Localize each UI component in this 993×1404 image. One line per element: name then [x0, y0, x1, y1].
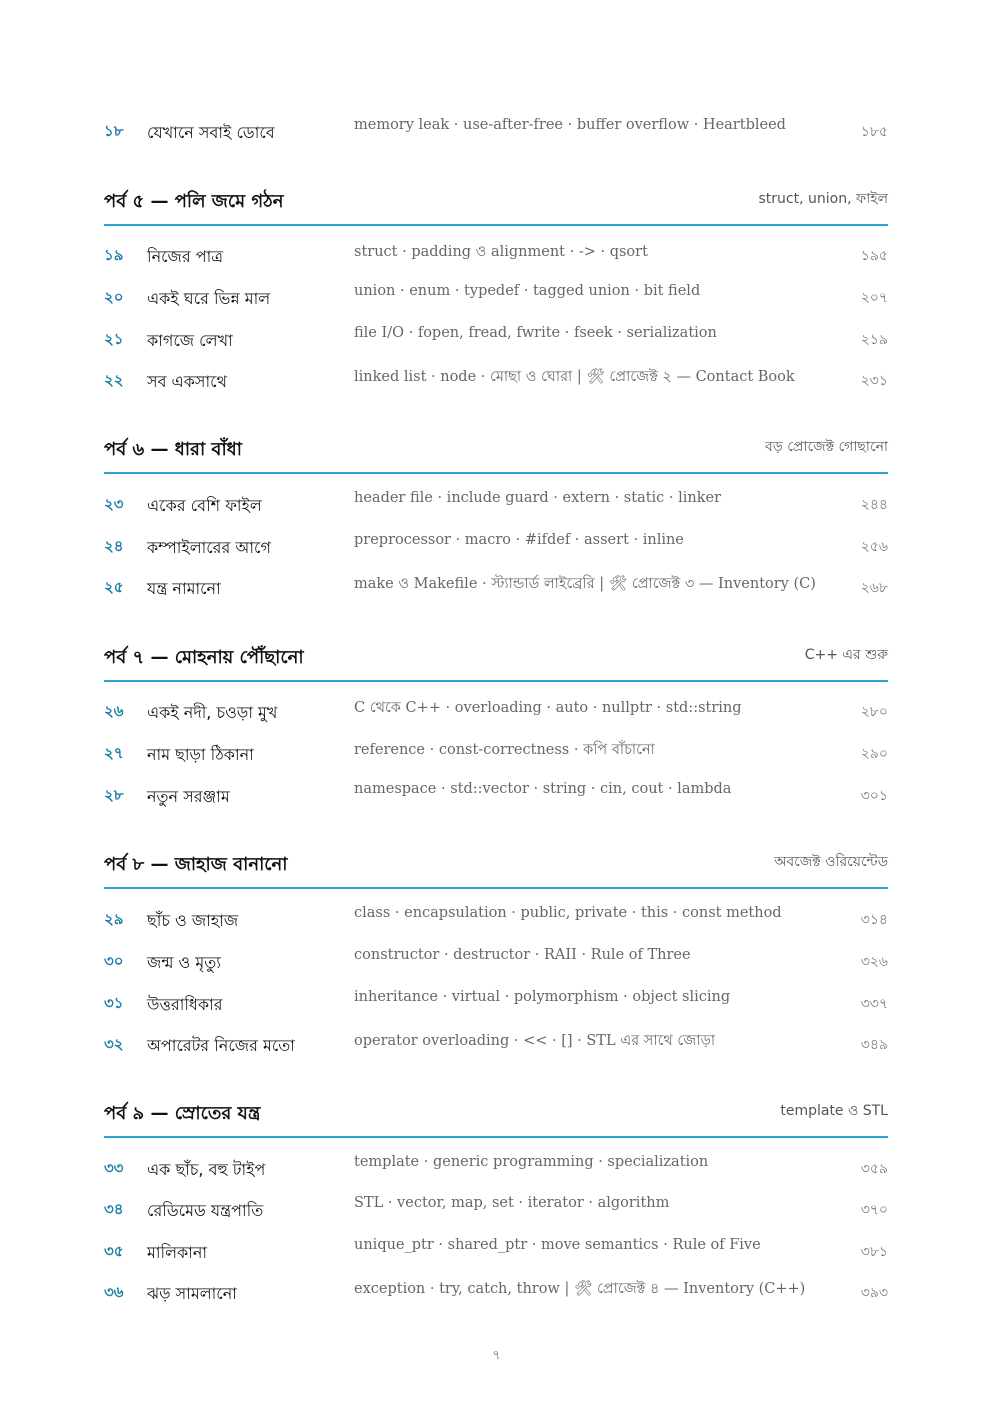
chapter-number: ৩৪: [104, 1200, 124, 1218]
chapter-topics: memory leak · use-after-free · buffer overflow · Heartbleed: [354, 117, 786, 133]
chapter-entry[interactable]: [104, 490, 888, 523]
chapter-entry[interactable]: [104, 947, 888, 980]
chapter-number: ৩৩: [104, 1159, 124, 1177]
chapter-number: ৩২: [104, 1035, 124, 1053]
part-subtitle: C++ এর শুরু: [804, 647, 888, 663]
chapter-topics: header file · include guard · extern · static · linker: [354, 490, 722, 506]
chapter-title: উত্তরাধিকার: [147, 995, 223, 1014]
chapter-entry[interactable]: [104, 1033, 888, 1063]
chapter-entry[interactable]: [104, 1154, 888, 1187]
chapter-number: ৩০: [104, 952, 124, 970]
chapter-number: ২৮: [104, 786, 124, 804]
chapter-title: একই নদী, চওড়া মুখ: [147, 703, 278, 722]
chapter-title: একের বেশি ফাইল: [147, 496, 262, 515]
chapter-title: এক ছাঁচ, বহু টাইপ: [147, 1160, 266, 1179]
chapter-number: ২৯: [104, 910, 124, 928]
chapter-entry[interactable]: [104, 532, 888, 565]
chapter-number: ১৮: [104, 122, 124, 140]
chapter-page: ২৪৪: [860, 497, 888, 513]
part-divider: [104, 472, 888, 474]
chapter-topics: file I/O · fopen, fread, fwrite · fseek · serialization: [354, 325, 717, 341]
chapter-title: ঝড় সামলানো: [147, 1284, 237, 1303]
chapter-entry[interactable]: [104, 700, 888, 730]
chapter-title: নিজের পাত্র: [147, 247, 224, 266]
chapter-entry[interactable]: [104, 244, 888, 274]
chapter-topics: preprocessor · macro · #ifdef · assert · inline: [354, 532, 684, 548]
chapter-number: ৩৬: [104, 1283, 124, 1301]
chapter-title: ছাঁচ ও জাহাজ: [147, 911, 239, 930]
part-title: পর্ব ৬ — ধারা বাঁধা: [104, 439, 242, 460]
chapter-entry[interactable]: [104, 325, 888, 358]
chapter-entry[interactable]: [104, 781, 888, 814]
table-of-contents: [104, 0, 888, 1404]
chapter-page: ২৬৮: [860, 580, 888, 596]
chapter-entry[interactable]: [104, 117, 888, 150]
chapter-page: ২৩১: [860, 373, 888, 389]
chapter-number: ২৫: [104, 578, 124, 596]
chapter-number: ২০: [104, 288, 124, 306]
part-subtitle: অবজেক্ট ওরিয়েন্টেড: [774, 854, 888, 870]
chapter-topics: unique_ptr · shared_ptr · move semantics · Rule of Five: [354, 1237, 761, 1253]
chapter-entry[interactable]: [104, 905, 888, 938]
part-subtitle: template ও STL: [780, 1103, 888, 1119]
chapter-entry[interactable]: [104, 1237, 888, 1270]
chapter-number: ২১: [104, 330, 124, 348]
chapter-topics: constructor · destructor · RAII · Rule of Three: [354, 947, 691, 963]
chapter-page: ৩৫৯: [860, 1161, 888, 1177]
part-title: পর্ব ৯ — স্রোতের যন্ত্র: [104, 1103, 261, 1124]
chapter-topics: namespace · std::vector · string · cin, cout · lambda: [354, 781, 732, 797]
chapter-page: ১৯৫: [860, 248, 888, 264]
chapter-number: ২৭: [104, 744, 124, 762]
chapter-page: ৩১৪: [860, 912, 888, 928]
chapter-number: ২৪: [104, 537, 124, 555]
part-header: [104, 435, 888, 485]
chapter-topics: template · generic programming · specialization: [354, 1154, 709, 1170]
part-header: [104, 187, 888, 237]
chapter-entry[interactable]: [104, 369, 888, 399]
chapter-title: রেডিমেড যন্ত্রপাতি: [147, 1201, 264, 1220]
chapter-entry[interactable]: [104, 1281, 888, 1311]
chapter-topics: make ও Makefile · স্ট্যান্ডার্ড লাইব্রেরি | 🛠 প্রোজেক্ট ৩ — Inventory (C): [354, 576, 816, 592]
part-divider: [104, 680, 888, 682]
chapter-title: একই ঘরে ভিন্ন মাল: [147, 289, 271, 308]
chapter-page: ৩৮১: [860, 1244, 888, 1260]
chapter-title: মালিকানা: [147, 1243, 208, 1262]
chapter-topics: STL · vector, map, set · iterator · algorithm: [354, 1195, 670, 1211]
chapter-title: যন্ত্র নামানো: [147, 579, 221, 598]
chapter-topics: inheritance · virtual · polymorphism · object slicing: [354, 989, 731, 1005]
chapter-entry[interactable]: [104, 576, 888, 606]
chapter-topics: class · encapsulation · public, private · this · const method: [354, 905, 782, 921]
part-title: পর্ব ৮ — জাহাজ বানানো: [104, 854, 288, 875]
page-number: ৭: [492, 1348, 501, 1363]
chapter-number: ৩১: [104, 994, 124, 1012]
part-divider: [104, 887, 888, 889]
chapter-topics: union · enum · typedef · tagged union · bit field: [354, 283, 701, 299]
chapter-entry[interactable]: [104, 989, 888, 1022]
chapter-number: ১৯: [104, 246, 124, 264]
chapter-title: অপারেটর নিজের মতো: [147, 1036, 295, 1055]
chapter-title: কাগজে লেখা: [147, 331, 233, 350]
chapter-page: ২৫৬: [860, 539, 888, 555]
chapter-topics: C থেকে C++ · overloading · auto · nullptr · std::string: [354, 700, 742, 716]
part-header: [104, 1099, 888, 1149]
chapter-entry[interactable]: [104, 1195, 888, 1228]
chapter-title: কম্পাইলারের আগে: [147, 538, 271, 557]
chapter-topics: struct · padding ও alignment · -> · qsort: [354, 244, 648, 260]
chapter-title: নাম ছাড়া ঠিকানা: [147, 745, 254, 764]
chapter-topics: linked list · node · মোছা ও ঘোরা | 🛠 প্রোজেক্ট ২ — Contact Book: [354, 369, 795, 385]
chapter-page: ৩৪৯: [860, 1037, 888, 1053]
part-header: [104, 850, 888, 900]
chapter-title: যেখানে সবাই ডোবে: [147, 123, 275, 142]
chapter-entry[interactable]: [104, 742, 888, 772]
part-subtitle: struct, union, ফাইল: [758, 191, 888, 207]
chapter-page: ৩০১: [860, 788, 888, 804]
chapter-number: ২৩: [104, 495, 124, 513]
chapter-page: ১৮৫: [860, 124, 888, 140]
chapter-number: ৩৫: [104, 1242, 124, 1260]
chapter-title: জন্ম ও মৃত্যু: [147, 953, 221, 972]
part-title: পর্ব ৭ — মোহনায় পৌঁছানো: [104, 647, 304, 668]
chapter-title: নতুন সরঞ্জাম: [147, 787, 230, 806]
part-title: পর্ব ৫ — পলি জমে গঠন: [104, 191, 284, 212]
chapter-number: ২৬: [104, 702, 124, 720]
chapter-title: সব একসাথে: [147, 372, 227, 391]
part-divider: [104, 1136, 888, 1138]
chapter-number: ২২: [104, 371, 124, 389]
part-header: [104, 643, 888, 693]
chapter-topics: exception · try, catch, throw | 🛠 প্রোজেক্ট ৪ — Inventory (C++): [354, 1281, 806, 1297]
chapter-page: ২৮০: [860, 704, 888, 720]
chapter-topics: operator overloading · << · [] · STL এর সাথে জোড়া: [354, 1033, 716, 1049]
chapter-topics: reference · const-correctness · কপি বাঁচানো: [354, 742, 655, 758]
chapter-page: ৩২৬: [860, 954, 888, 970]
chapter-page: ৩৭০: [860, 1202, 888, 1218]
chapter-page: ২০৭: [860, 290, 888, 306]
part-divider: [104, 224, 888, 226]
chapter-page: ২১৯: [860, 332, 888, 348]
chapter-page: ৩৩৭: [860, 996, 888, 1012]
part-subtitle: বড় প্রোজেক্ট গোছানো: [765, 439, 888, 455]
chapter-page: ৩৯৩: [860, 1285, 888, 1301]
chapter-entry[interactable]: [104, 283, 888, 316]
chapter-page: ২৯০: [860, 746, 888, 762]
